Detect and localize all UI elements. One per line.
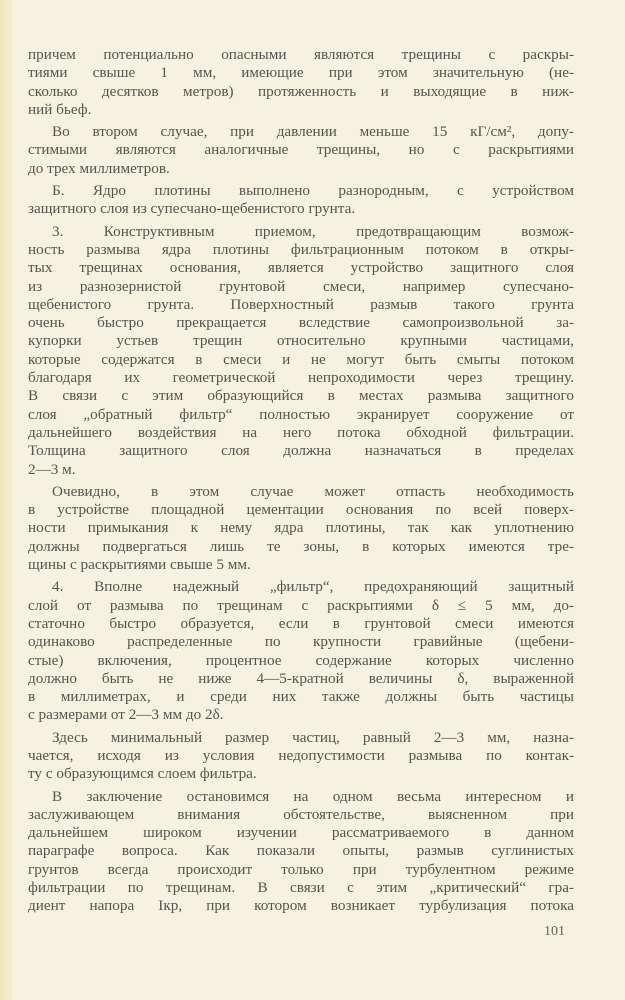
text-line: в миллиметрах, и среди них также должны быть частицы (28, 688, 574, 706)
text-line: дальнейшем широком изучении рассматриваемого в данном (28, 824, 574, 842)
text-line: Толщина защитного слоя должна назначаться в пределах (28, 442, 574, 460)
text-line: 3. Конструктивным приемом, предотвращающим возмож- (52, 222, 574, 240)
paragraph (28, 483, 574, 574)
text-line: ний бьеф. (28, 100, 92, 118)
text-line: в устройстве площадной цементации основания по всей поверх- (28, 501, 574, 519)
text-line: 2—3 м. (28, 460, 76, 478)
text-line: ности примыкания к нему ядра плотины, так как уплотнению (28, 519, 574, 537)
text-line: грунтов всегда происходит только при турбулентном режиме (28, 860, 574, 878)
text-line: чается, исходя из условия недопустимости размыва по контак- (28, 746, 574, 764)
text-line: статочно быстро образуется, если в грунтовой смеси имеются (28, 614, 574, 632)
page-number: 101 (544, 924, 565, 939)
text-line: благодаря их геометрической непроходимости через трещину. (28, 369, 574, 387)
text-line: стимыми являются аналогичные трещины, но с раскрытиями (28, 141, 574, 159)
text-line: тиями свыше 1 мм, имеющие при этом значительную (не- (28, 64, 574, 82)
paragraph (28, 182, 574, 219)
page-edge-shadow (0, 0, 16, 1000)
document-body (28, 46, 574, 920)
text-line: причем потенциально опасными являются трещины с раскры- (28, 46, 574, 63)
text-line: тых трещинах основания, является устройство защитного слоя (28, 259, 574, 277)
paragraph (28, 123, 574, 178)
paragraph (28, 223, 574, 479)
text-line: до трех миллиметров. (28, 159, 170, 177)
text-line: В связи с этим образующийся в местах размыва защитного (28, 387, 574, 405)
text-line: сколько десятков метров) протяженность и выходящие в ниж- (28, 82, 574, 100)
text-line: В заключение остановимся на одном весьма интересном и (52, 787, 574, 805)
text-line: Здесь минимальный размер частиц, равный 2—3 мм, назна- (52, 728, 574, 746)
text-line: с размерами от 2—3 мм до 2δ. (28, 706, 224, 724)
text-line: дальнейшего воздействия на него потока обходной фильтрации. (28, 423, 574, 441)
text-line: должны подвергаться лишь те зоны, в которых имеются тре- (28, 537, 574, 555)
text-line: щебенистого грунта. Поверхностный размыв такого грунта (28, 295, 574, 313)
text-line: Очевидно, в этом случае может отпасть необходимость (52, 482, 574, 500)
text-line: защитного слоя из супесчано-щебенистого грунта. (28, 200, 356, 218)
text-line: ность размыва ядра плотины фильтрационным потоком в откры- (28, 240, 574, 258)
text-line: купорки устьев трещин относительно крупными частицами, (28, 332, 574, 350)
text-line: 4. Вполне надежный „фильтр“, предохраняющий защитный (52, 578, 574, 596)
text-line: одинаково распределенные по крупности гравийные (щебени- (28, 633, 574, 651)
text-line: параграфе вопроса. Как показали опыты, размыв суглинистых (28, 842, 574, 860)
text-line: слой от размыва по трещинам с раскрытиями δ ≤ 5 мм, до- (28, 596, 574, 614)
text-line: заслуживающем внимания обстоятельстве, выясненном при (28, 805, 574, 823)
text-line: Во втором случае, при давлении меньше 15 кГ/см², допу- (52, 123, 574, 141)
text-line: должно быть не ниже 4—5-кратной величины δ, выраженной (28, 669, 574, 687)
text-line: очень быстро прекращается вследствие самопроизвольной за- (28, 314, 574, 332)
text-line: Б. Ядро плотины выполнено разнородным, с устройством (52, 182, 574, 200)
text-line: слоя „обратный фильтр“ полностью экранирует сооружение от (28, 405, 574, 423)
text-line: щины с раскрытиями свыше 5 мм. (28, 556, 251, 574)
paragraph (28, 578, 574, 724)
paragraph (28, 788, 574, 916)
text-line: диент напора Iкр, при котором возникает турбулизация потока (28, 897, 574, 915)
text-line: ту с образующимся слоем фильтра. (28, 765, 257, 783)
text-line: которые содержатся в смеси и не могут быть смыты потоком (28, 350, 574, 368)
text-line: фильтрации по трещинам. В связи с этим „критический“ гра- (28, 879, 574, 897)
paragraph (28, 729, 574, 784)
text-line: из разнозернистой грунтовой смеси, например супесчано- (28, 277, 574, 295)
text-line: стые) включения, процентное содержание которых численно (28, 651, 574, 669)
paragraph (28, 46, 574, 119)
